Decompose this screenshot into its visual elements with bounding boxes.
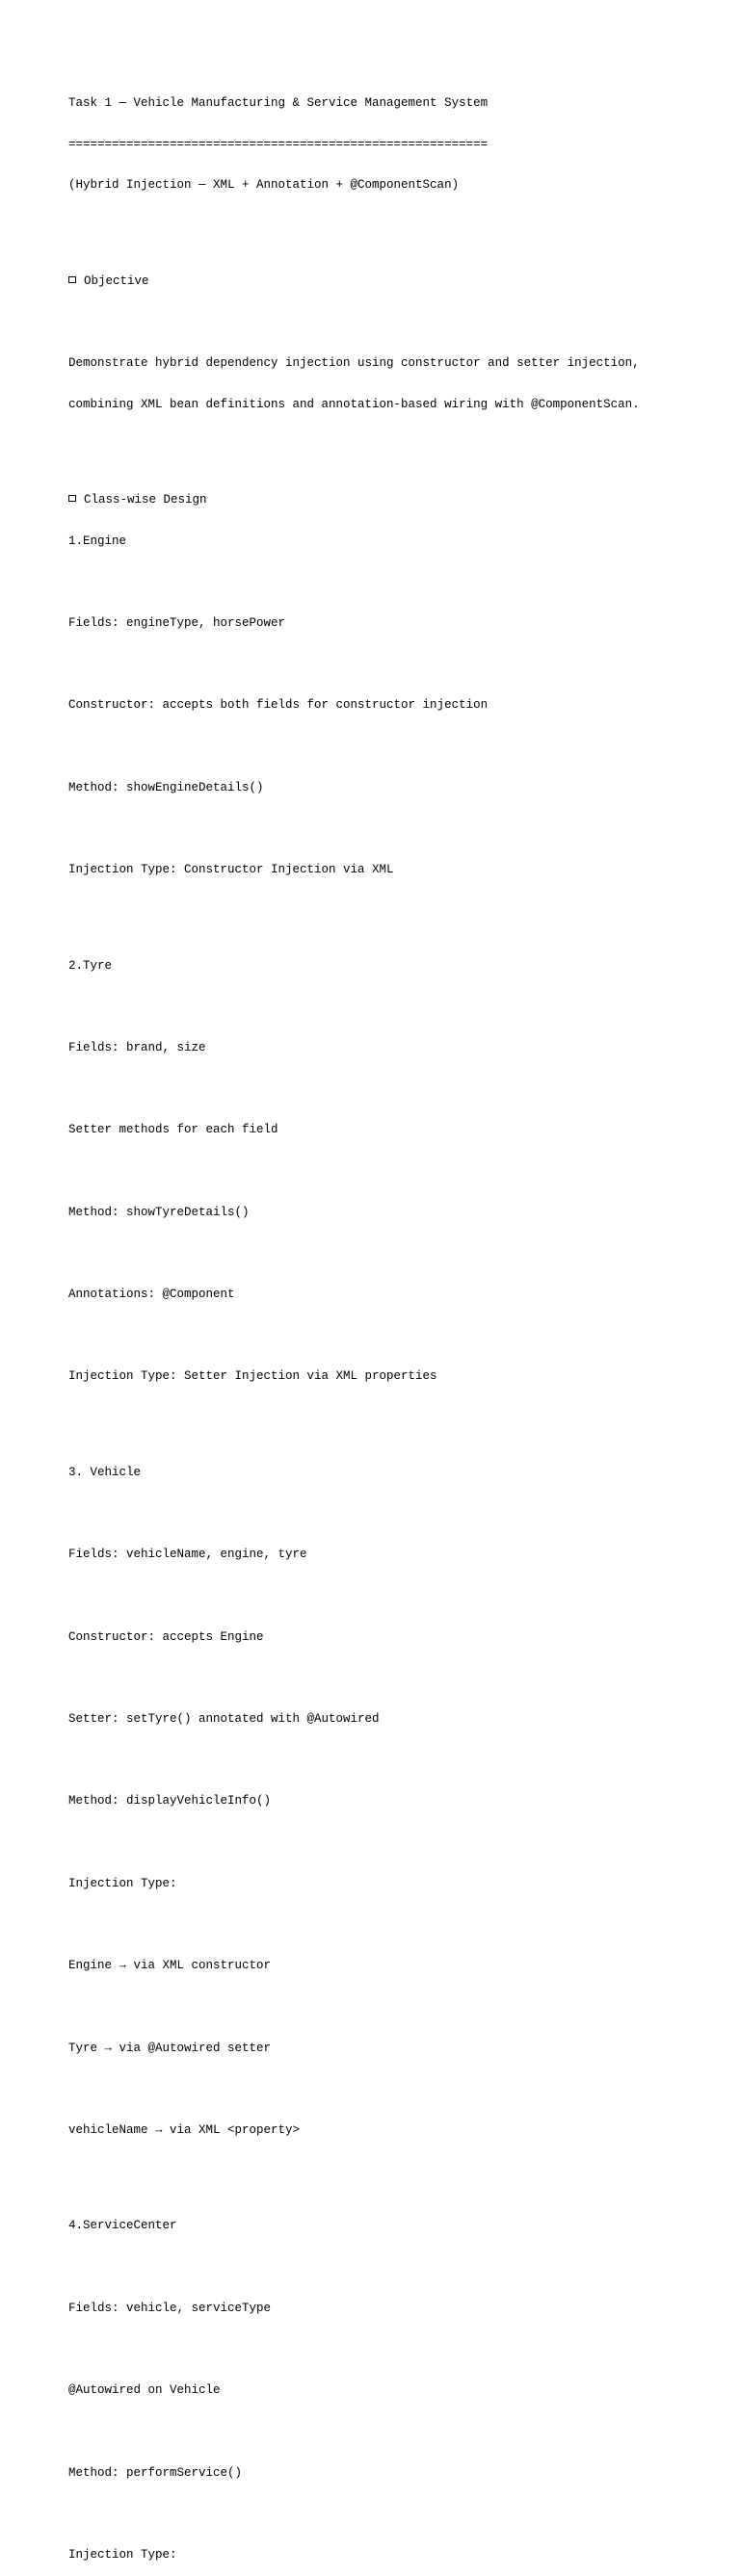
vehicle-engine-via: Engine → via XML constructor <box>68 1959 272 1973</box>
vehicle-method: Method: displayVehicleInfo() <box>68 1794 272 1808</box>
objective-text-line-1: Demonstrate hybrid dependency injection using constructor and setter injection, <box>68 355 640 370</box>
service-center-heading: 4.ServiceCenter <box>68 2219 177 2233</box>
document-subtitle: (Hybrid Injection — XML + Annotation + @ComponentScan) <box>68 178 460 193</box>
design-heading: Class-wise Design <box>84 492 207 507</box>
service-center-fields: Fields: vehicle, serviceType <box>68 2301 272 2315</box>
vehicle-heading: 3. Vehicle <box>68 1465 142 1479</box>
vehicle-fields: Fields: vehicleName, engine, tyre <box>68 1548 307 1562</box>
tyre-fields: Fields: brand, size <box>68 1040 206 1054</box>
engine-injection: Injection Type: Constructor Injection via XML <box>68 863 394 877</box>
service-center-autowired: @Autowired on Vehicle <box>68 2383 221 2398</box>
title-underline: ========================================================== <box>68 137 489 151</box>
vehicle-setter: Setter: setTyre() annotated with @Autowired <box>68 1712 380 1727</box>
engine-constructor: Constructor: accepts both fields for constructor injection <box>68 698 489 713</box>
service-center-injection: Injection Type: <box>68 2547 177 2562</box>
objective-text-line-2: combining XML bean definitions and annotation-based wiring with @ComponentScan. <box>68 397 640 411</box>
service-center-method: Method: performService() <box>68 2465 243 2480</box>
vehicle-injection: Injection Type: <box>68 1876 177 1890</box>
objective-heading-row <box>68 274 721 289</box>
engine-method: Method: showEngineDetails() <box>68 780 264 794</box>
tyre-setters: Setter methods for each field <box>68 1123 278 1137</box>
document-title: Task 1 — Vehicle Manufacturing & Service Management System <box>68 96 489 110</box>
bullet-box-icon <box>68 495 76 502</box>
vehicle-constructor: Constructor: accepts Engine <box>68 1629 264 1644</box>
document-page <box>68 69 721 2576</box>
vehicle-name-via: vehicleName → via XML <property> <box>68 2122 301 2137</box>
design-heading-row <box>68 493 721 507</box>
objective-heading: Objective <box>84 273 149 288</box>
tyre-annotations: Annotations: @Component <box>68 1288 235 1302</box>
vehicle-tyre-via: Tyre → via @Autowired setter <box>68 2041 272 2055</box>
engine-fields: Fields: engineType, horsePower <box>68 615 286 630</box>
bullet-box-icon <box>68 276 76 283</box>
tyre-method: Method: showTyreDetails() <box>68 1205 250 1219</box>
tyre-injection: Injection Type: Setter Injection via XML properties <box>68 1369 437 1384</box>
tyre-heading: 2.Tyre <box>68 958 113 973</box>
engine-heading: 1.Engine <box>68 533 127 548</box>
